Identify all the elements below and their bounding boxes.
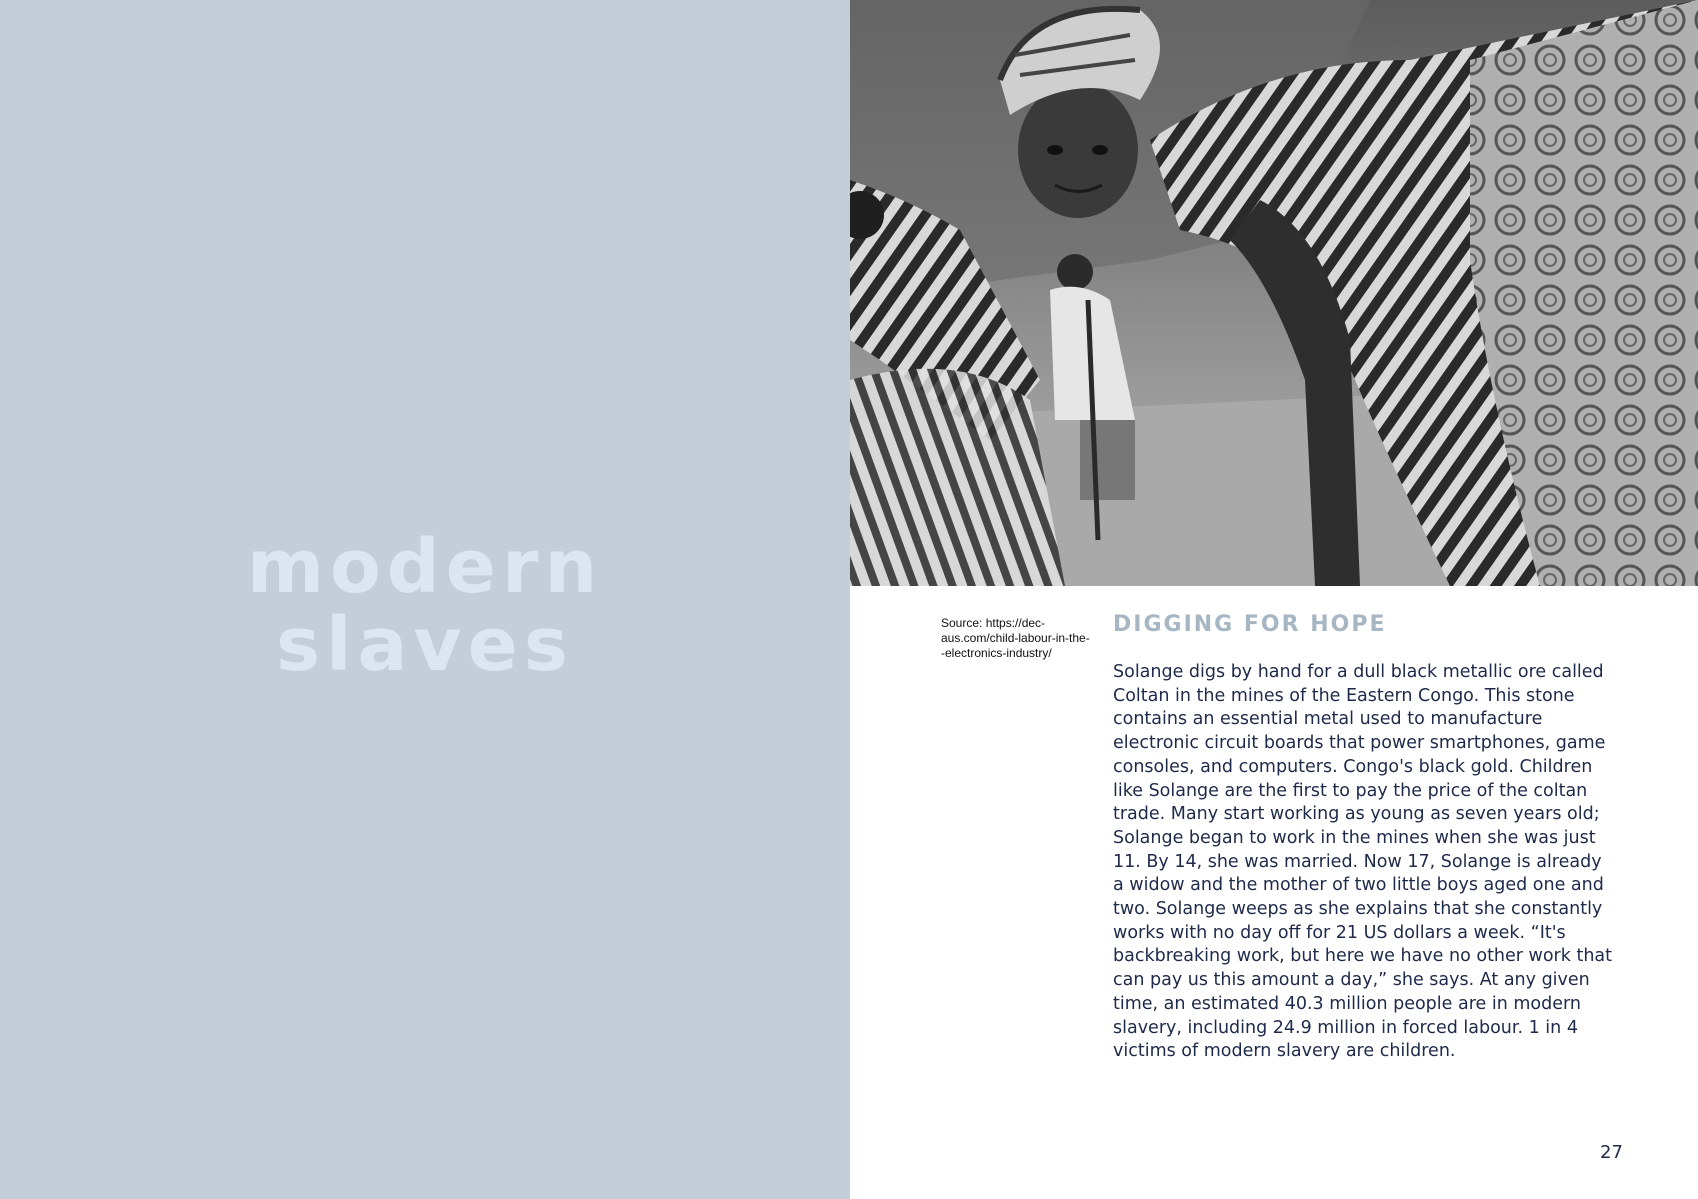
mine-workers-photo (850, 0, 1698, 586)
article-heading: DIGGING FOR HOPE (1113, 612, 1387, 637)
photo-source-caption: Source: https://dec-aus.com/child-labour-in-the--electronics-industry/ (941, 616, 1090, 660)
cover-title (0, 524, 850, 688)
cover-title-line-2: slaves (276, 602, 574, 688)
article-body: Solange digs by hand for a dull black metallic ore called Coltan in the mines of the Eastern Congo. This stone contains an essential metal used to manufacture electronic circuit boards that power smartphones, game consoles, and computers. Congo's black gold. Children like Solange are the first to pay the price of the coltan trade. Many start working as young as seven years old; Solange began to work in the mines when she was just 11. By 14, she was married. Now 17, Solange is already a widow and the mother of two little boys aged one and two. Solange weeps as she explains that she constantly works with no day off for 21 US dollars a week. “It's backbreaking work, but here we have no other work that can pay us this amount a day,” she says. At any given time, an estimated 40.3 million people are in modern slavery, including 24.9 million in forced labour. 1 in 4 victims of modern slavery are children. (1113, 662, 1612, 1062)
page-number: 27 (1600, 1142, 1623, 1163)
cover-title-line-1: modern (246, 524, 604, 610)
